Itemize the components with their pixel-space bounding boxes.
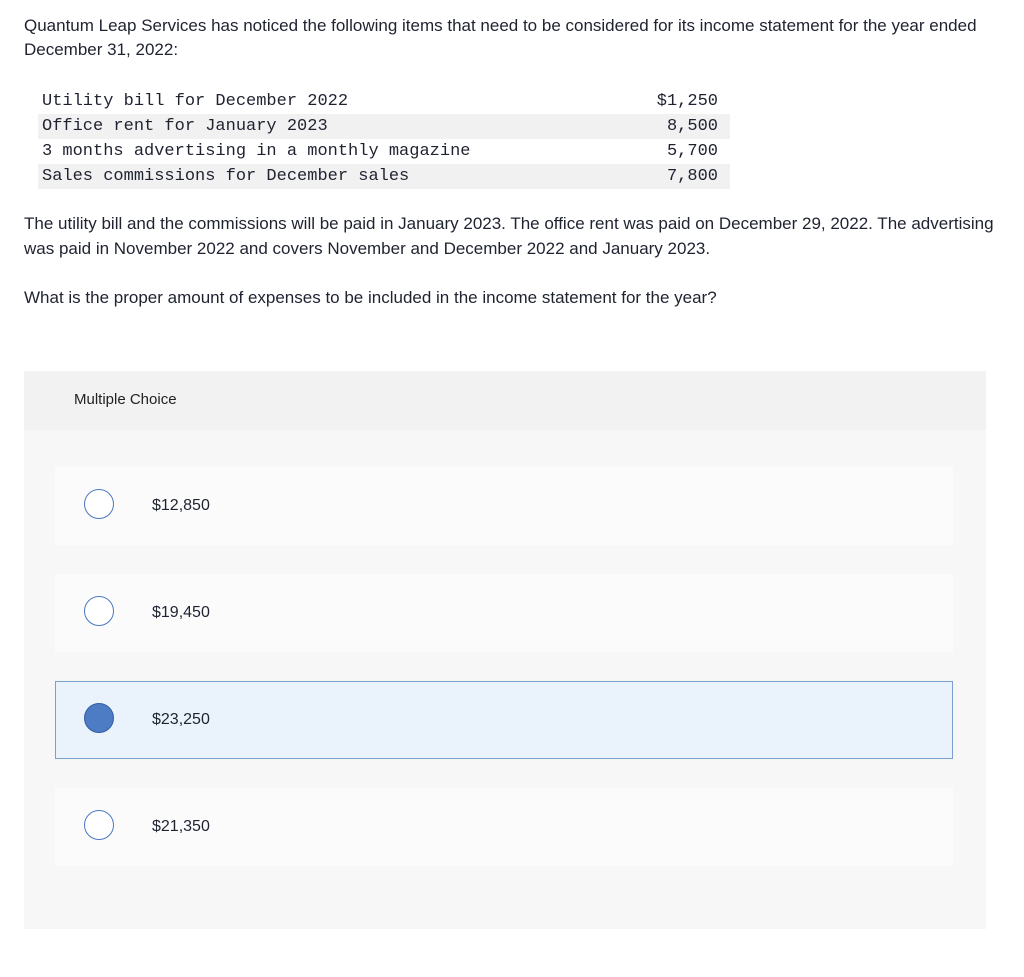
item-label: 3 months advertising in a monthly magazine	[42, 142, 471, 161]
table-row	[38, 89, 730, 114]
item-amount: 7,800	[626, 164, 730, 189]
radio-button-selected-icon[interactable]	[84, 703, 114, 733]
problem-note: The utility bill and the commissions will be paid in January 2023. The office rent was paid on December 29, 2022. The advertising was paid in November 2022 and covers November and December 2022 and January 2023.	[24, 214, 994, 258]
question-text: What is the proper amount of expenses to be included in the income statement for the year?	[24, 288, 717, 307]
choice-option-label: $23,250	[152, 711, 210, 728]
item-label: Utility bill for December 2022	[42, 92, 349, 111]
table-row	[38, 139, 730, 164]
table-row	[38, 164, 730, 189]
multiple-choice-label: Multiple Choice	[74, 391, 177, 408]
item-label: Office rent for January 2023	[38, 114, 626, 139]
radio-button-icon[interactable]	[84, 810, 114, 840]
choice-option-3[interactable]	[55, 681, 953, 759]
multiple-choice-header	[24, 371, 986, 430]
expense-items-table	[38, 89, 730, 189]
choice-option-1[interactable]	[55, 467, 953, 545]
multiple-choice-panel	[24, 371, 986, 929]
choice-option-label: $21,350	[152, 818, 210, 835]
choice-option-label: $19,450	[152, 604, 210, 621]
item-label: Sales commissions for December sales	[38, 164, 626, 189]
choice-option-4[interactable]	[55, 788, 953, 866]
choice-option-2[interactable]	[55, 574, 953, 652]
item-amount: 8,500	[626, 114, 730, 139]
radio-button-icon[interactable]	[84, 596, 114, 626]
problem-intro: Quantum Leap Services has noticed the following items that need to be considered for its income statement for the year ended December 31, 2022:	[24, 16, 977, 59]
table-row	[38, 114, 730, 139]
radio-button-icon[interactable]	[84, 489, 114, 519]
item-amount: $1,250	[656, 92, 718, 111]
item-amount: 5,700	[666, 142, 718, 161]
choice-option-label: $12,850	[152, 497, 210, 514]
